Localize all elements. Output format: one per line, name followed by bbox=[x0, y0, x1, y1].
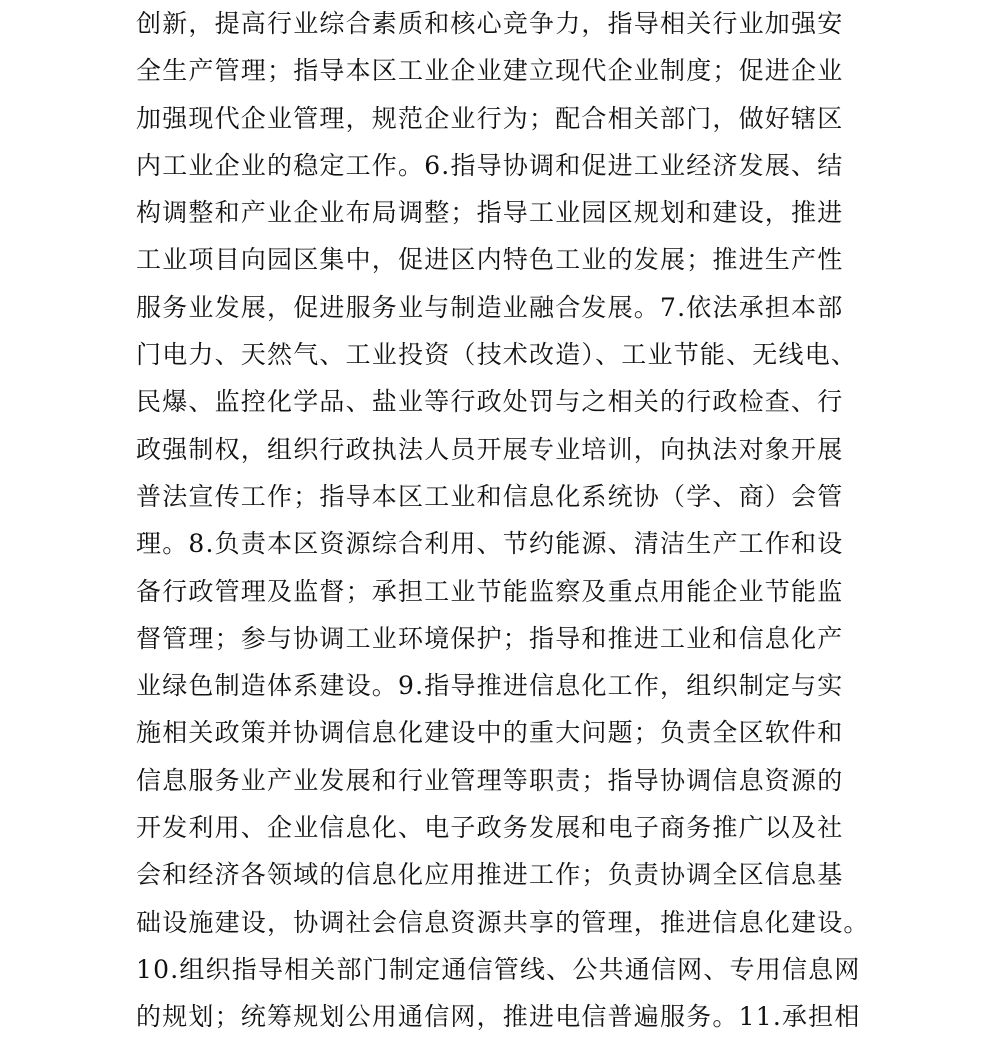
text-line: 创新，提高行业综合素质和核心竞争力，指导相关行业加强安 bbox=[136, 9, 844, 38]
text-line: 的规划；统筹规划公用通信网，推进电信普遍服务。11.承担相 bbox=[136, 1002, 861, 1032]
body-text bbox=[136, 0, 896, 1041]
text-line: 政强制权，组织行政执法人员开展专业培训，向执法对象开展 bbox=[136, 434, 844, 464]
text-line: 加强现代企业管理，规范企业行为；配合相关部门，做好辖区 bbox=[136, 103, 844, 133]
text-line: 门电力、天然气、工业投资（技术改造）、工业节能、无线电、 bbox=[136, 340, 858, 370]
text-line: 民爆、监控化学品、盐业等行政处罚与之相关的行政检查、行 bbox=[136, 387, 844, 417]
text-line: 构调整和产业企业布局调整；指导工业园区规划和建设，推进 bbox=[136, 198, 844, 228]
text-line: 普法宣传工作；指导本区工业和信息化系统协（学、商）会管 bbox=[136, 481, 844, 511]
text-line: 业绿色制造体系建设。9.指导推进信息化工作，组织制定与实 bbox=[136, 671, 844, 701]
text-line: 理。8.负责本区资源综合利用、节约能源、清洁生产工作和设 bbox=[136, 529, 844, 559]
text-line: 础设施建设，协调社会信息资源共享的管理，推进信息化建设。 bbox=[136, 907, 870, 937]
text-line: 工业项目向园区集中，促进区内特色工业的发展；推进生产性 bbox=[136, 245, 844, 275]
text-line: 10.组织指导相关部门制定通信管线、公共通信网、专用信息网 bbox=[136, 954, 861, 984]
text-line: 督管理；参与协调工业环境保护；指导和推进工业和信息化产 bbox=[136, 623, 844, 653]
text-line: 信息服务业产业发展和行业管理等职责；指导协调信息资源的 bbox=[136, 765, 844, 795]
text-line: 开发利用、企业信息化、电子政务发展和电子商务推广以及社 bbox=[136, 813, 844, 843]
text-line: 内工业企业的稳定工作。6.指导协调和促进工业经济发展、结 bbox=[136, 150, 844, 180]
text-line: 施相关政策并协调信息化建设中的重大问题；负责全区软件和 bbox=[136, 718, 844, 748]
text-line: 全生产管理；指导本区工业企业建立现代企业制度；促进企业 bbox=[136, 56, 844, 86]
text-line: 会和经济各领域的信息化应用推进工作；负责协调全区信息基 bbox=[136, 860, 844, 890]
text-line: 备行政管理及监督；承担工业节能监察及重点用能企业节能监 bbox=[136, 576, 844, 606]
text-line: 服务业发展，促进服务业与制造业融合发展。7.依法承担本部 bbox=[136, 292, 844, 322]
